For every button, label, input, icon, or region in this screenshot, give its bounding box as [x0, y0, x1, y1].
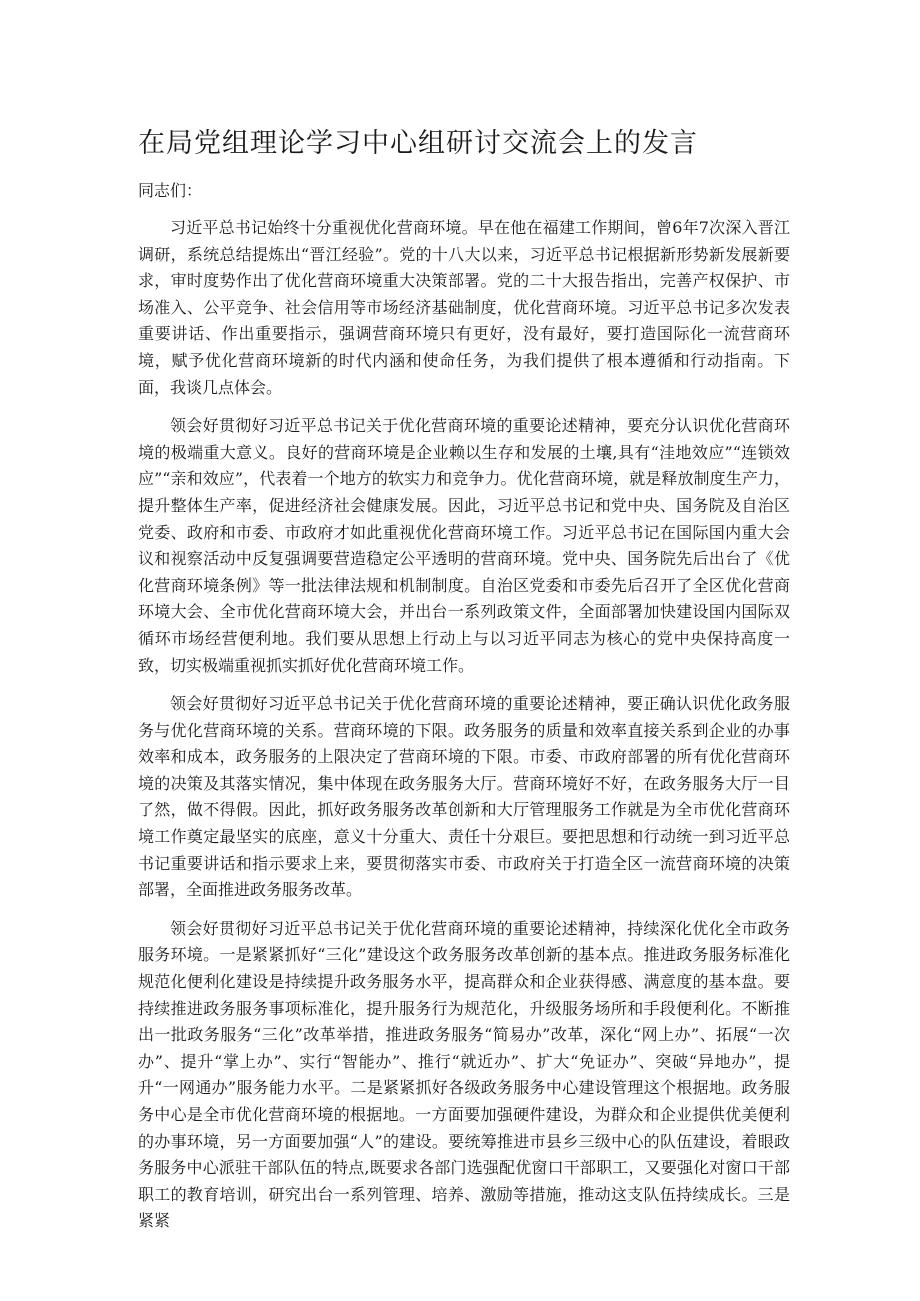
- document-body: [138, 215, 790, 1247]
- salutation: 同志们：: [138, 181, 203, 200]
- document-title: 在局党组理论学习中心组研讨交流会上的发言: [138, 128, 698, 159]
- paragraph-1: 习近平总书记始终十分重视优化营商环境。早在他在福建工作期间，曾6年7次深入晋江调研，系统总结提炼出“晋江经验”。党的十八大以来，习近平总书记根据新形势新发展新要求，审时度势作出了优化营商环境重大决策部署。党的二十大报告指出，完善产权保护、市场准入、公平竞争、社会信用等市场经济基础制度，优化营商环境。习近平总书记多次发表重要讲话、作出重要指示，强调营商环境只有更好，没有最好，要打造国际化一流营商环境，赋予优化营商环境新的时代内涵和使命任务，为我们提供了根本遵循和行动指南。下面，我谈几点体会。: [138, 218, 790, 397]
- paragraph-2: 领会好贯彻好习近平总书记关于优化营商环境的重要论述精神，要充分认识优化营商环境的极端重大意义。良好的营商环境是企业赖以生存和发展的土壤,具有“洼地效应”“连锁效应”“亲和效应”，代表着一个地方的软实力和竞争力。优化营商环境，就是释放制度生产力，提升整体生产率，促进经济社会健康发展。因此，习近平总书记和党中央、国务院及自治区党委、政府和市委、市政府才如此重视优化营商环境工作。习近平总书记在国际国内重大会议和视察活动中反复强调要营造稳定公平透明的营商环境。党中央、国务院先后出台了《优化营商环境条例》等一批法律法规和机制制度。自治区党委和市委先后召开了全区优化营商环境大会、全市优化营商环境大会，并出台一系列政策文件，全面部署加快建设国内国际双循环市场经营便利地。我们要从思想上行动上与以习近平同志为核心的党中央保持高度一致，切实极端重视抓实抓好优化营商环境工作。: [138, 416, 790, 675]
- paragraph-3: 领会好贯彻好习近平总书记关于优化营商环境的重要论述精神，要正确认识优化政务服务与优化营商环境的关系。营商环境的下限。政务服务的质量和效率直接关系到企业的办事效率和成本，政务服务的上限决定了营商环境的下限。市委、市政府部署的所有优化营商环境的决策及其落实情况，集中体现在政务服务大厅。营商环境好不好，在政务服务大厅一目了然，做不得假。因此，抓好政务服务改革创新和大厅管理服务工作就是为全市优化营商环境工作奠定最坚实的底座，意义十分重大、责任十分艰巨。要把思想和行动统一到习近平总书记重要讲话和指示要求上来，要贯彻落实市委、市政府关于打造全区一流营商环境的决策部署，全面推进政务服务改革。: [138, 694, 790, 900]
- document-page: [138, 0, 790, 1301]
- paragraph-4: 领会好贯彻好习近平总书记关于优化营商环境的重要论述精神，持续深化优化全市政务服务环境。一是紧紧抓好“三化”建设这个政务服务改革创新的基本点。推进政务服务标准化规范化便利化建设是持续提升政务服务水平，提高群众和企业获得感、满意度的基本盘。要持续推进政务服务事项标准化，提升服务行为规范化，升级服务场所和手段便利化。不断推出一批政务服务“三化”改革举措，推进政务服务“简易办”改革，深化“网上办”、拓展“一次办”、提升“掌上办”、实行“智能办”、推行“就近办”、扩大“免证办”、突破“异地办”，提升“一网通办”服务能力水平。二是紧紧抓好各级政务服务中心建设管理这个根据地。政务服务中心是全市优化营商环境的根据地。一方面要加强硬件建设，为群众和企业提供优美便利的办事环境，另一方面要加强“人”的建设。要统筹推进市县乡三级中心的队伍建设，着眼政务服务中心派驻干部队伍的特点,既要求各部门选强配优窗口干部职工，又要强化对窗口干部职工的教育培训，研究出台一系列管理、培养、激励等措施，推动这支队伍持续成长。三是紧紧: [138, 918, 790, 1231]
